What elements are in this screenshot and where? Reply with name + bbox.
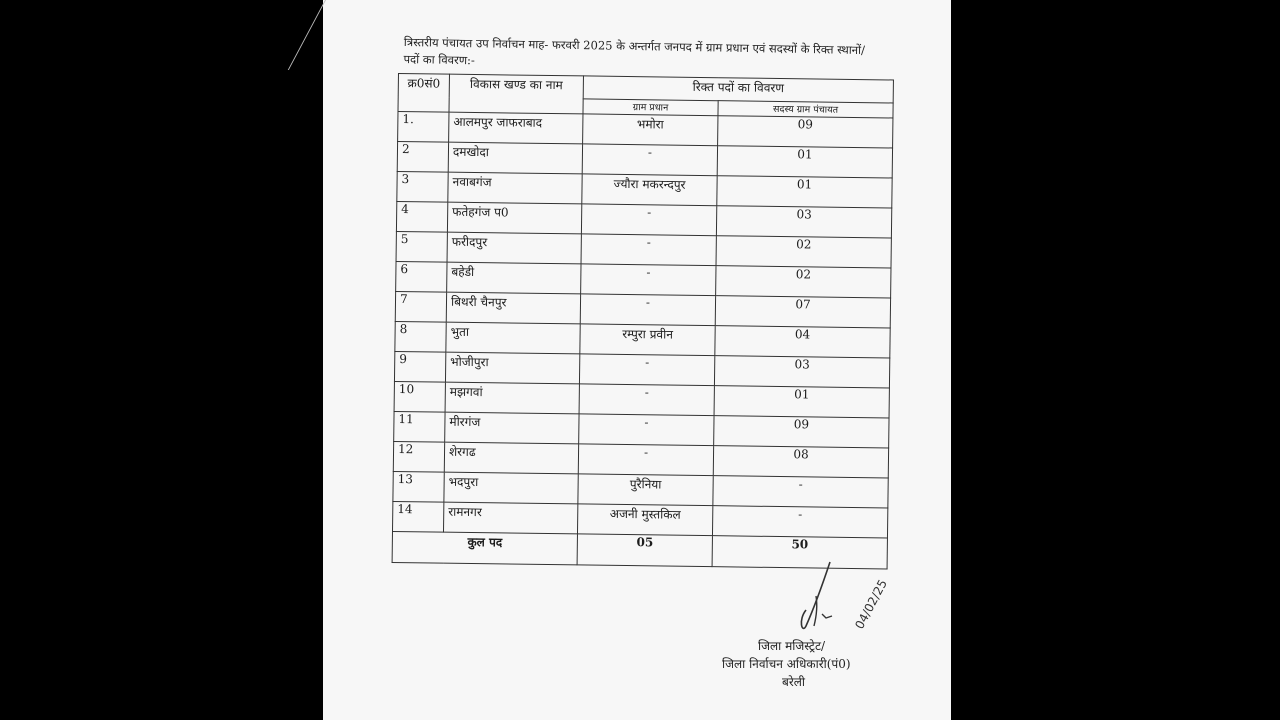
cell-pradhan: रम्पुरा प्रवीन: [580, 324, 715, 356]
cell-sno: 11: [394, 411, 445, 442]
cell-member: 04: [715, 326, 890, 358]
cell-sno: 10: [394, 381, 445, 412]
cell-sno: 12: [393, 441, 444, 472]
cell-block: भोजीपुरा: [445, 352, 579, 384]
cell-pradhan: -: [579, 384, 714, 416]
cell-member: 03: [716, 206, 891, 238]
cell-member: -: [712, 506, 887, 538]
cell-pradhan: -: [578, 444, 713, 476]
vacancy-table: [392, 73, 894, 569]
total-pradhan: 05: [577, 534, 712, 567]
cell-block: शेरगढ: [444, 442, 578, 474]
header-member-gram-panchayat: सदस्य ग्राम पंचायत: [718, 101, 893, 118]
cell-sno: 6: [396, 261, 447, 292]
cell-sno: 7: [395, 291, 446, 322]
cell-member: 02: [716, 266, 891, 298]
cell-sno: 2: [397, 142, 448, 173]
cell-pradhan: ज्यौरा मकरन्दपुर: [582, 174, 717, 206]
header-gram-pradhan: ग्राम प्रधान: [583, 99, 718, 116]
cell-member: 01: [714, 386, 889, 418]
cell-pradhan: -: [582, 144, 717, 176]
cell-block: फरीदपुर: [447, 232, 581, 264]
cell-block: दमखोदा: [448, 142, 582, 174]
signature-date: 04/02/25: [852, 577, 890, 632]
cell-pradhan: -: [581, 234, 716, 266]
cell-pradhan: पुरैनिया: [578, 474, 713, 506]
cell-pradhan: अजनी मुस्तकिल: [577, 504, 712, 536]
cell-member: 01: [717, 146, 892, 178]
cell-member: 08: [713, 446, 888, 478]
cell-member: 09: [714, 416, 889, 448]
cell-pradhan: -: [581, 204, 716, 236]
cell-pradhan: भमोरा: [583, 114, 718, 146]
signatory-designation-2: जिला निर्वाचन अधिकारी(पं0): [722, 657, 851, 671]
cell-sno: 1.: [398, 112, 449, 143]
cell-pradhan: -: [580, 294, 715, 326]
cell-sno: 3: [397, 171, 448, 202]
cell-block: मीरगंज: [445, 412, 579, 444]
cell-sno: 9: [394, 351, 445, 382]
cell-block: भुता: [446, 322, 580, 354]
cell-block: मझगवां: [445, 382, 579, 414]
header-vacancy-details: रिक्त पदों का विवरण: [583, 76, 893, 103]
cell-block: फतेहगंज प0: [447, 202, 581, 234]
cell-sno: 4: [396, 201, 447, 232]
cell-sno: 14: [392, 501, 443, 532]
cell-sno: 13: [393, 471, 444, 502]
cell-block: नवाबगंज: [448, 172, 582, 204]
cell-sno: 8: [395, 321, 446, 352]
document-heading: त्रिस्तरीय पंचायत उप निर्वाचन माह- फरवरी 2025 के अन्तर्गत जनपद में ग्राम प्रधान एवं सदस्यों के रिक्त स्थानों/पदों का विवरण:-: [403, 34, 866, 68]
header-serial-number: क्र0सं0: [398, 74, 449, 113]
total-member: 50: [712, 536, 887, 569]
cell-block: रामनगर: [443, 502, 577, 534]
header-block-name: विकास खण्ड का नाम: [449, 74, 583, 114]
cell-member: 03: [714, 356, 889, 388]
signatory-location: बरेली: [782, 675, 806, 689]
signatory-block: [722, 637, 872, 691]
cell-member: -: [713, 476, 888, 508]
cell-member: 07: [715, 296, 890, 328]
signatory-designation-1: जिला मजिस्ट्रेट/: [758, 639, 826, 653]
cell-pradhan: -: [579, 354, 714, 386]
cell-block: भदपुरा: [444, 472, 578, 504]
cell-pradhan: -: [581, 264, 716, 296]
vacancy-table-wrap: [392, 73, 894, 569]
cell-block: आलमपुर जाफराबाद: [449, 112, 583, 144]
cell-pradhan: -: [579, 414, 714, 446]
cell-block: बिथरी चैनपुर: [446, 292, 580, 324]
cell-block: बहेडी: [447, 262, 581, 294]
cell-member: 01: [717, 176, 892, 208]
cell-sno: 5: [396, 231, 447, 262]
cell-member: 09: [718, 116, 893, 148]
total-label: कुल पद: [392, 531, 577, 564]
cell-member: 02: [716, 236, 891, 268]
